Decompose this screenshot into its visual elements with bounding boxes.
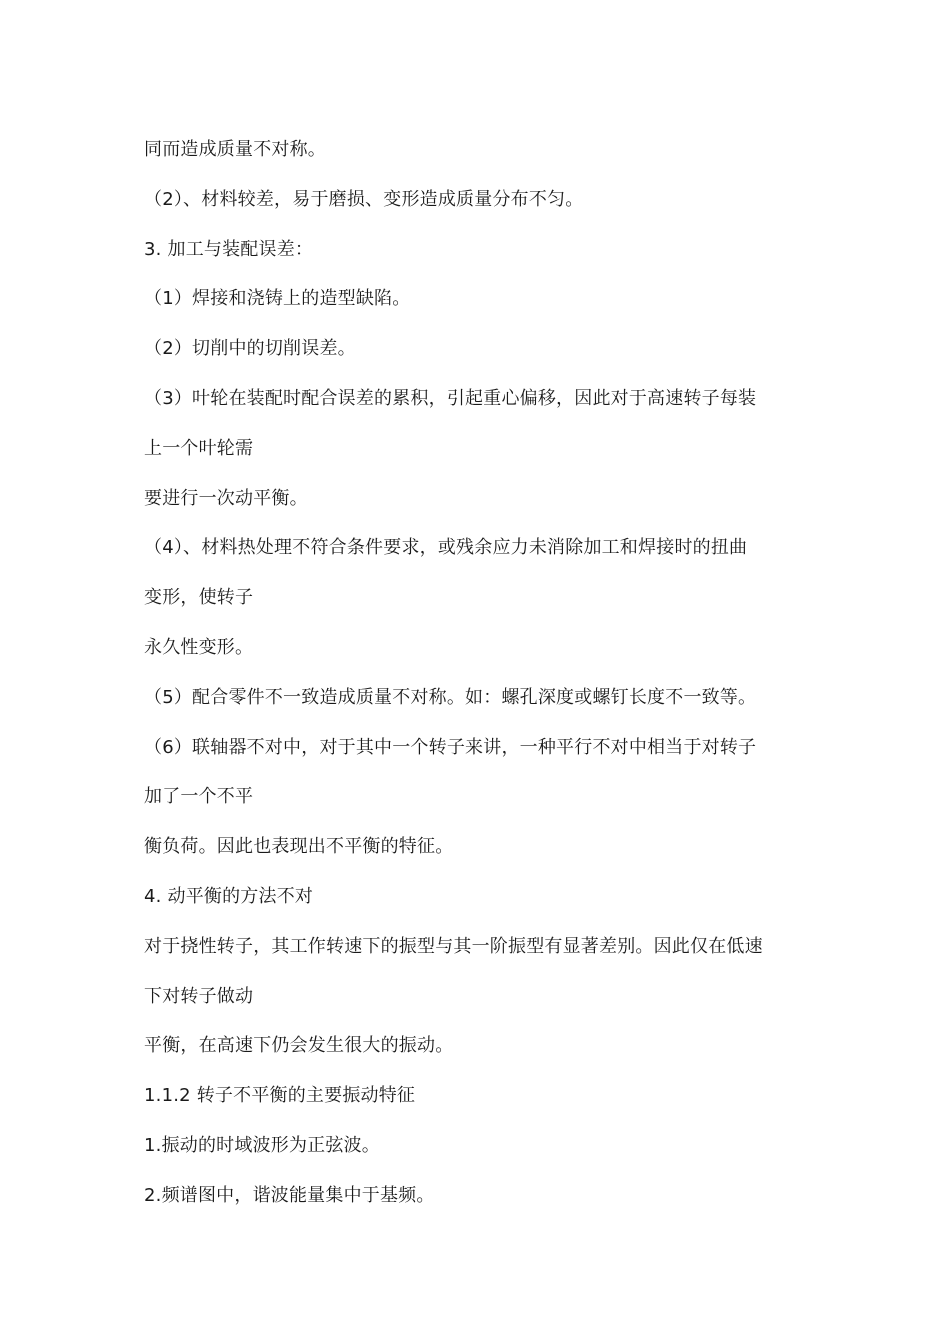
text-line: 永久性变形。 [144, 636, 254, 658]
text-line: 加了一个不平 [144, 786, 254, 808]
document-body [144, 132, 814, 1228]
text-line: 对于挠性转子，其工作转速下的振型与其一阶振型有显著差别。因此仅在低速 [144, 935, 763, 957]
text-line: 2.频谱图中，谐波能量集中于基频。 [144, 1184, 435, 1206]
section-heading: 3. 加工与装配误差： [144, 238, 314, 260]
text-line: 同而造成质量不对称。 [144, 139, 326, 160]
text-line: （2）切削中的切削误差。 [144, 338, 356, 360]
text-line: （3）叶轮在装配时配合误差的累积，引起重心偏移，因此对于高速转子每装 [144, 387, 757, 409]
text-line: （2）、材料较差，易于磨损、变形造成质量分布不匀。 [144, 188, 584, 210]
text-line: 上一个叶轮需 [144, 437, 254, 459]
text-line: 要进行一次动平衡。 [144, 487, 308, 509]
text-line: 变形，使转子 [144, 587, 254, 609]
text-line: 下对转子做动 [144, 985, 254, 1007]
text-line: 衡负荷。因此也表现出不平衡的特征。 [144, 836, 454, 858]
text-line: 平衡，在高速下仍会发生很大的振动。 [144, 1035, 454, 1057]
section-heading: 4. 动平衡的方法不对 [144, 885, 314, 907]
text-line: 1.振动的时域波形为正弦波。 [144, 1134, 380, 1156]
text-line: （4）、材料热处理不符合条件要求，或残余应力未消除加工和焊接时的扭曲 [144, 537, 748, 559]
text-line: （6）联轴器不对中，对于其中一个转子来讲，一种平行不对中相当于对转子 [144, 736, 757, 758]
text-line: （1）焊接和浇铸上的造型缺陷。 [144, 288, 411, 310]
text-line: （5）配合零件不一致造成质量不对称。如：螺孔深度或螺钉长度不一致等。 [144, 686, 757, 708]
section-heading: 1.1.2 转子不平衡的主要振动特征 [144, 1085, 416, 1107]
